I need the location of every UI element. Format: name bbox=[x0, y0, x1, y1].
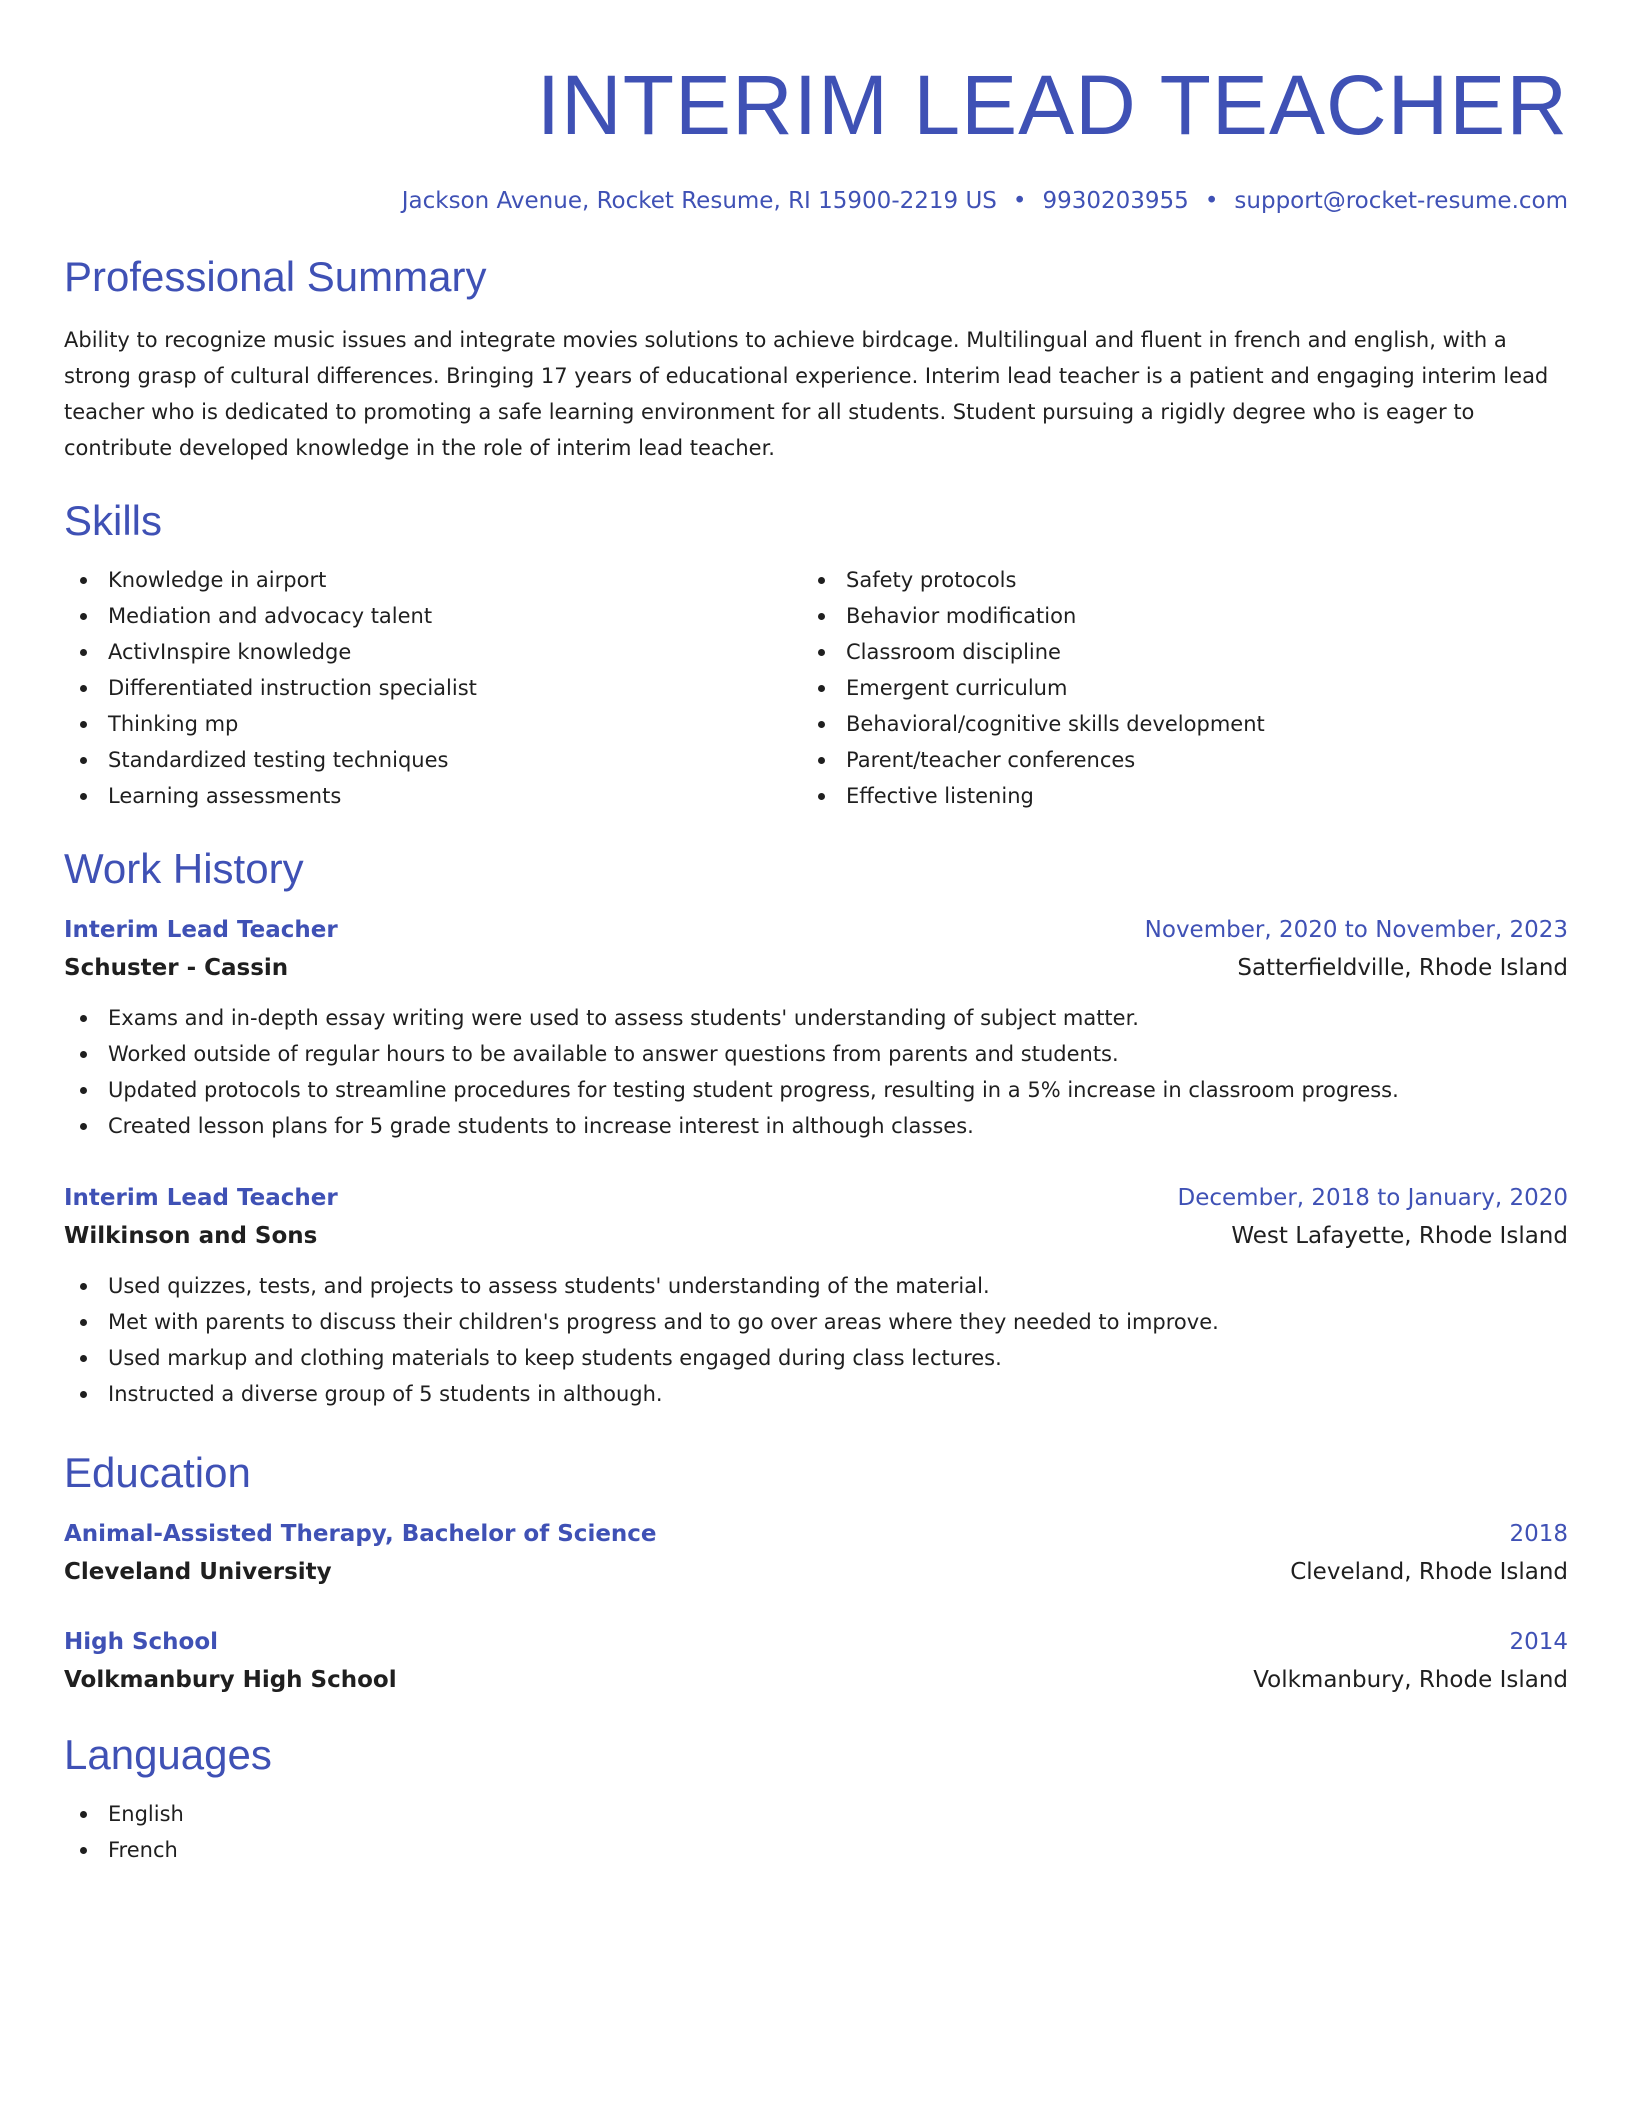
skills-column-left bbox=[64, 562, 802, 814]
company-name: Wilkinson and Sons bbox=[64, 1223, 318, 1249]
education-entry-header bbox=[64, 1516, 1568, 1552]
skill-item: Behavioral/cognitive skills development bbox=[802, 706, 1540, 742]
contact-phone: 9930203955 bbox=[1042, 188, 1189, 214]
school-name: Volkmanbury High School bbox=[64, 1667, 397, 1693]
section-title-work-history: Work History bbox=[64, 845, 304, 892]
skills-grid bbox=[64, 562, 1568, 814]
work-entry-header bbox=[64, 912, 1568, 948]
section-title-skills: Skills bbox=[64, 497, 163, 544]
skill-item: Emergent curriculum bbox=[802, 670, 1540, 706]
job-location: West Lafayette, Rhode Island bbox=[1231, 1223, 1568, 1249]
work-entry bbox=[64, 1180, 1568, 1412]
graduation-year: 2014 bbox=[1509, 1629, 1568, 1655]
job-title: Interim Lead Teacher bbox=[64, 1185, 338, 1211]
language-item: French bbox=[64, 1832, 1568, 1868]
company-name: Schuster - Cassin bbox=[64, 955, 289, 981]
skill-item: ActivInspire knowledge bbox=[64, 634, 802, 670]
job-bullet: Met with parents to discuss their children's progress and to go over areas where they needed to improve. bbox=[64, 1304, 1568, 1340]
section-title-summary: Professional Summary bbox=[64, 253, 487, 300]
job-bullets bbox=[64, 1268, 1568, 1412]
work-entry bbox=[64, 912, 1568, 1144]
language-item: English bbox=[64, 1796, 1568, 1832]
skill-item: Safety protocols bbox=[802, 562, 1540, 598]
skill-item: Differentiated instruction specialist bbox=[64, 670, 802, 706]
job-bullet: Updated protocols to streamline procedures for testing student progress, resulting in a 5% increase in classroom progress. bbox=[64, 1072, 1568, 1108]
skill-item: Thinking mp bbox=[64, 706, 802, 742]
degree-name: Animal-Assisted Therapy, Bachelor of Science bbox=[64, 1521, 657, 1547]
skill-item: Parent/teacher conferences bbox=[802, 742, 1540, 778]
contact-separator: • bbox=[1204, 188, 1219, 214]
section-title-languages: Languages bbox=[64, 1731, 272, 1778]
candidate-title: INTERIM LEAD TEACHER bbox=[536, 58, 1568, 152]
contact-address: Jackson Avenue, Rocket Resume, RI 15900-2219 US bbox=[401, 188, 997, 214]
job-bullet: Used quizzes, tests, and projects to assess students' understanding of the material. bbox=[64, 1268, 1568, 1304]
job-bullet: Worked outside of regular hours to be available to answer questions from parents and students. bbox=[64, 1036, 1568, 1072]
school-location: Cleveland, Rhode Island bbox=[1290, 1559, 1568, 1585]
job-dates: November, 2020 to November, 2023 bbox=[1144, 917, 1568, 943]
degree-name: High School bbox=[64, 1629, 219, 1655]
job-bullet: Exams and in-depth essay writing were used to assess students' understanding of subject matter. bbox=[64, 1000, 1568, 1036]
school-location: Volkmanbury, Rhode Island bbox=[1253, 1667, 1568, 1693]
job-bullet: Used markup and clothing materials to keep students engaged during class lectures. bbox=[64, 1340, 1568, 1376]
summary-text: Ability to recognize music issues and integrate movies solutions to achieve birdcage. Multilingual and fluent in french and english, with a strong grasp of cultural differences. Bringing 17 years of educational experience. Interim lead teacher is a patient and engaging interim lead teacher who is dedicated to promoting a safe learning environment for all students. Student pursuing a rigidly degree who is eager to contribute developed knowledge in the role of interim lead teacher. bbox=[64, 328, 1549, 460]
skill-item: Effective listening bbox=[802, 778, 1540, 814]
work-entry-subheader bbox=[64, 948, 1568, 988]
job-title: Interim Lead Teacher bbox=[64, 917, 338, 943]
section-title-education: Education bbox=[64, 1449, 251, 1496]
school-name: Cleveland University bbox=[64, 1559, 332, 1585]
education-entry bbox=[64, 1516, 1568, 1592]
skill-item: Learning assessments bbox=[64, 778, 802, 814]
skill-item: Standardized testing techniques bbox=[64, 742, 802, 778]
job-bullet: Instructed a diverse group of 5 students in although. bbox=[64, 1376, 1568, 1412]
education-entry bbox=[64, 1624, 1568, 1700]
work-entry-header bbox=[64, 1180, 1568, 1216]
skill-item: Behavior modification bbox=[802, 598, 1540, 634]
education-entry-header bbox=[64, 1624, 1568, 1660]
contact-email: support@rocket-resume.com bbox=[1234, 188, 1568, 214]
job-dates: December, 2018 to January, 2020 bbox=[1177, 1185, 1568, 1211]
education-entry-subheader bbox=[64, 1552, 1568, 1592]
job-location: Satterfieldville, Rhode Island bbox=[1237, 955, 1568, 981]
skill-item: Classroom discipline bbox=[802, 634, 1540, 670]
education-entry-subheader bbox=[64, 1660, 1568, 1700]
language-list bbox=[64, 1796, 1568, 1868]
work-entry-subheader bbox=[64, 1216, 1568, 1256]
skill-item: Mediation and advocacy talent bbox=[64, 598, 802, 634]
skill-item: Knowledge in airport bbox=[64, 562, 802, 598]
skills-column-right bbox=[802, 562, 1540, 814]
contact-separator: • bbox=[1012, 188, 1027, 214]
contact-line bbox=[64, 186, 1568, 216]
graduation-year: 2018 bbox=[1509, 1521, 1568, 1547]
job-bullets bbox=[64, 1000, 1568, 1144]
job-bullet: Created lesson plans for 5 grade students to increase interest in although classes. bbox=[64, 1108, 1568, 1144]
